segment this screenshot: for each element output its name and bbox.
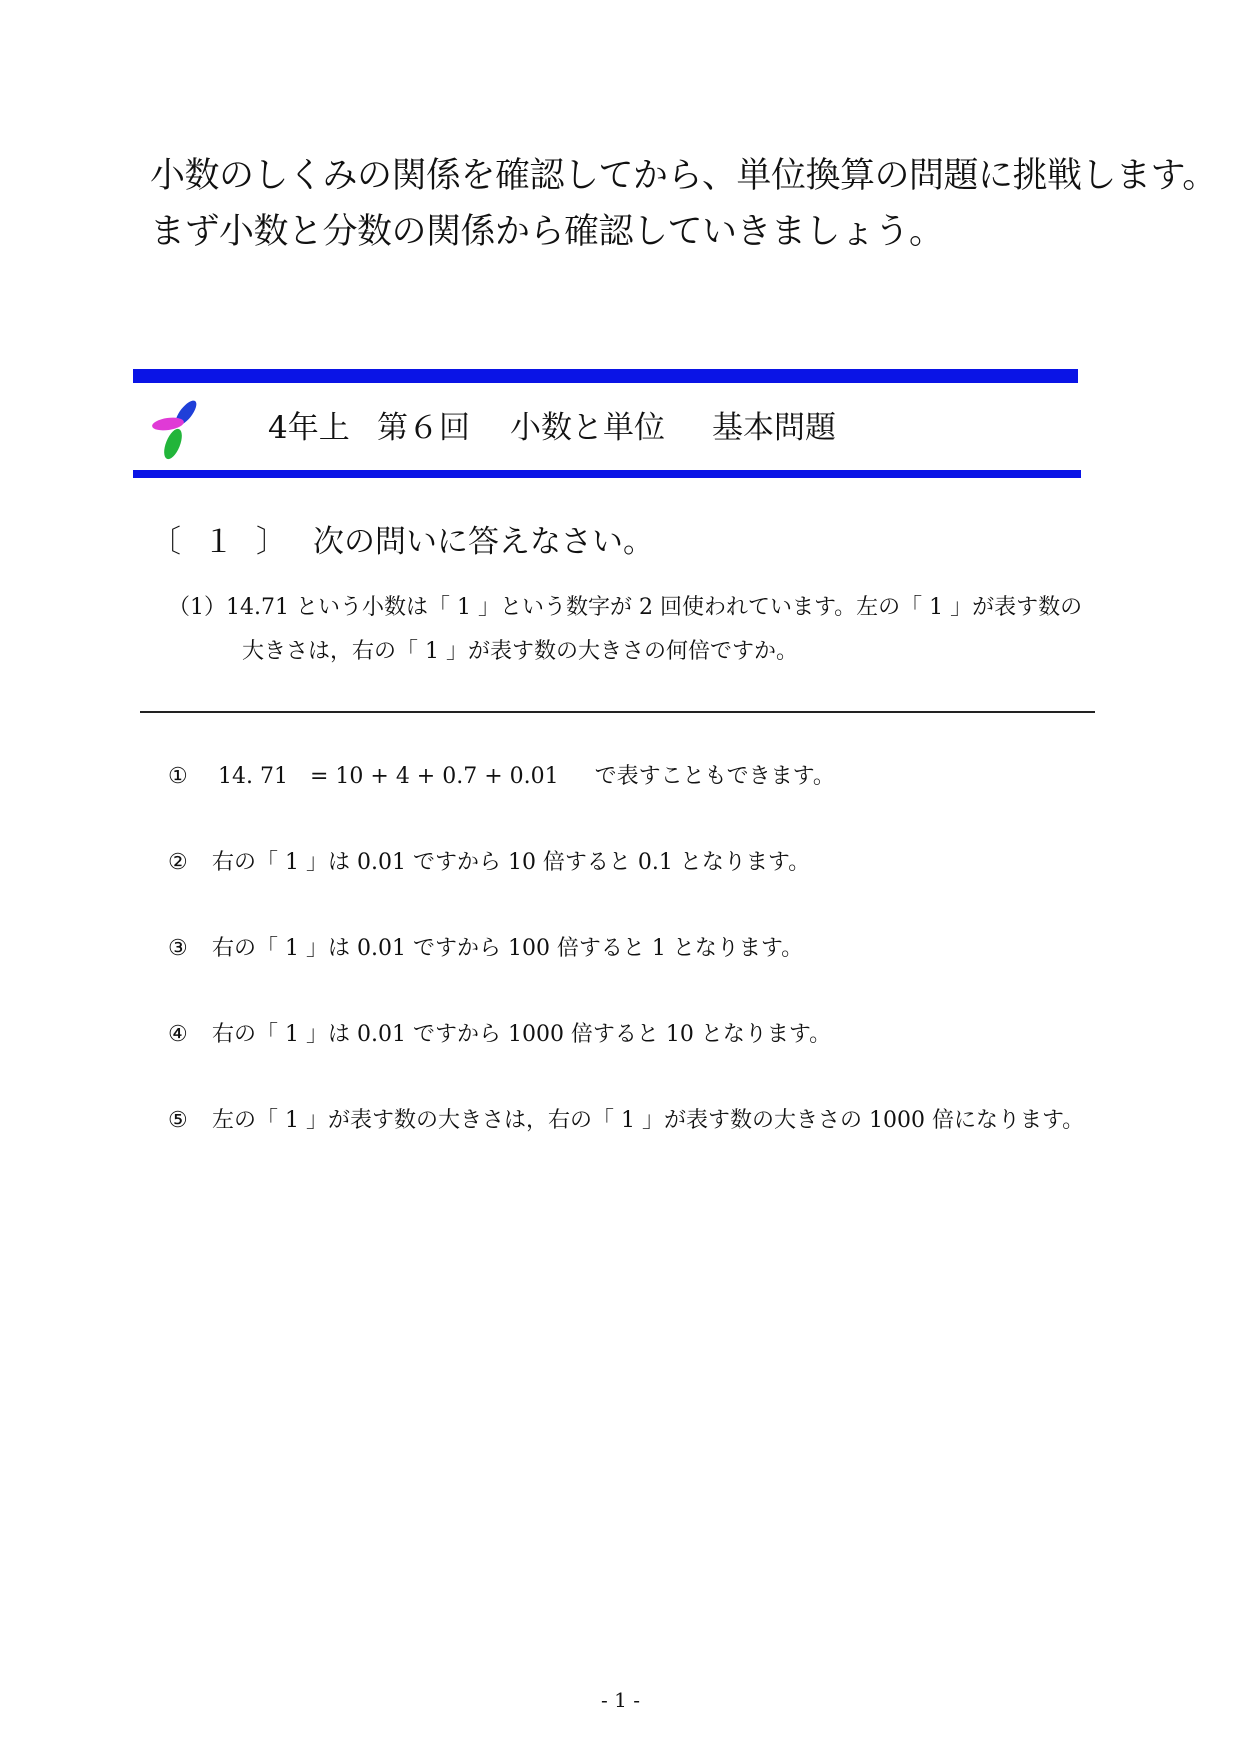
solution-step bbox=[168, 1020, 831, 1050]
header-grade: 4年上 bbox=[268, 410, 350, 446]
section-close-bracket: 〕 bbox=[256, 524, 287, 560]
solution-step bbox=[168, 848, 810, 878]
header-bar-top bbox=[133, 369, 1078, 383]
section-heading bbox=[150, 522, 654, 562]
header-session: 第６回 bbox=[377, 410, 470, 446]
header-bar-bottom bbox=[133, 470, 1081, 478]
question-line-1: （1）14.71 という小数は「 1 」という数字が 2 回使われています。左の「 1 」が表す数の bbox=[168, 595, 1083, 620]
intro-line-1: 小数のしくみの関係を確認してから、単位換算の問題に挑戦します。 bbox=[150, 156, 1217, 196]
intro-line-2: まず小数と分数の関係から確認していきましょう。 bbox=[150, 212, 944, 252]
intro-text bbox=[150, 148, 1217, 260]
question-1 bbox=[168, 586, 1082, 674]
step-equation: 14. 71 = 10 + 4 + 0.7 + 0.01 bbox=[218, 764, 559, 789]
section-number: １ bbox=[203, 524, 234, 560]
solution-step bbox=[168, 934, 803, 964]
divider-line bbox=[140, 711, 1095, 713]
step-marker: ④ bbox=[168, 1022, 188, 1047]
section-open-bracket: 〔 bbox=[150, 524, 181, 560]
step-text: 右の「 1 」は 0.01 ですから 100 倍すると 1 となります。 bbox=[212, 936, 804, 961]
step-marker: ③ bbox=[168, 936, 188, 961]
step-text: 右の「 1 」は 0.01 ですから 1000 倍すると 10 となります。 bbox=[212, 1022, 832, 1047]
question-line-2: 大きさは，右の「 1 」が表す数の大きさの何倍ですか。 bbox=[242, 639, 798, 664]
header-topic: 小数と単位 bbox=[510, 410, 665, 446]
step-marker: ⑤ bbox=[168, 1108, 188, 1133]
solution-step bbox=[168, 1106, 1084, 1136]
section-instruction: 次の問いに答えなさい。 bbox=[313, 524, 654, 560]
step-marker: ② bbox=[168, 850, 188, 875]
logo-icon bbox=[152, 398, 204, 460]
step-text: 左の「 1 」が表す数の大きさは，右の「 1 」が表す数の大きさの 1000 倍になります。 bbox=[212, 1108, 1085, 1133]
header-level: 基本問題 bbox=[712, 410, 836, 446]
step-text: で表すこともできます。 bbox=[594, 764, 835, 789]
solution-step bbox=[168, 762, 835, 792]
step-text: 右の「 1 」は 0.01 ですから 10 倍すると 0.1 となります。 bbox=[212, 850, 811, 875]
page-number: - 1 - bbox=[601, 1688, 640, 1712]
step-marker: ① bbox=[168, 764, 188, 789]
